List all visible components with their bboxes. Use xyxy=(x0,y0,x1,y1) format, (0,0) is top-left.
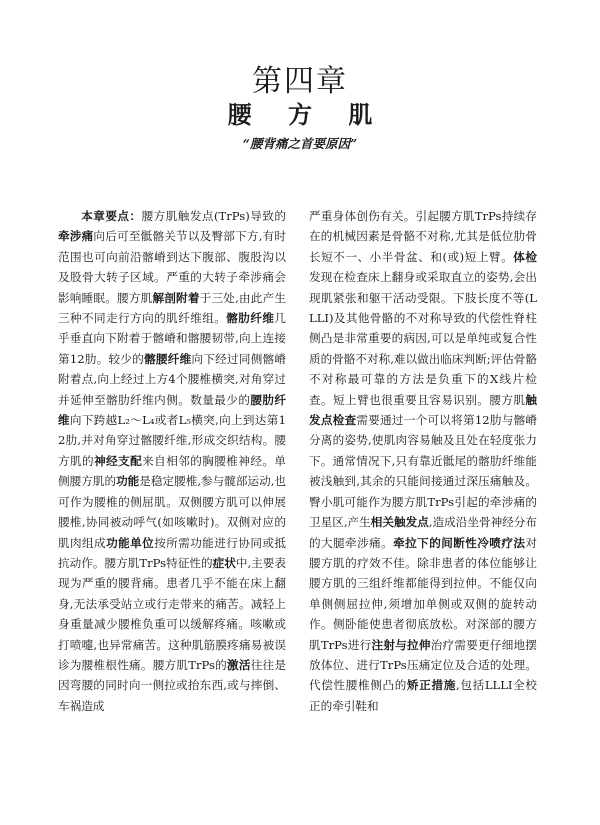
text-run: 向下跨越L₂～L₄或者L₅横突,向上到达第12肋,并对角穿过髂腰纤维,形成交织结构。腰方肌的 xyxy=(58,413,286,468)
text-run: 向后可至骶髂关节以及臀部下方,有时范围也可向前沿髂嵴到达下腹部、腹股沟以及股骨大转子区域。严重的大转子牵涉痛会影响睡眠。腰方肌 xyxy=(58,229,286,305)
chapter-subtitle: “腰背痛之首要原因” xyxy=(242,136,358,151)
text-run: 往往是因弯腰的同时向一侧拉或抬东西,或与摔倒、车祸造成 xyxy=(58,657,286,713)
text-run: 按所需功能进行协同或抵抗动作。腰方肌TrPs特征性的 xyxy=(58,535,286,570)
text-run: ,造成沿坐骨神经分布的大腿牵涉痛。 xyxy=(309,515,537,550)
bold-term: 解剖附着 xyxy=(152,290,200,305)
bold-term: 牵涉痛 xyxy=(58,229,94,244)
bold-term: 髂腰纤维 xyxy=(144,351,192,366)
bold-term: 体检 xyxy=(513,249,537,264)
bold-term: 腰肋纤维 xyxy=(58,392,286,428)
chapter-number: 第四章 xyxy=(252,64,348,99)
chapter-title: 腰 方 肌 xyxy=(227,100,387,129)
text-run: ,包括LLLI全校正的牵引鞋和 xyxy=(309,678,537,713)
bold-term: 功能单位 xyxy=(106,535,155,550)
text-run: 治疗需要更仔细地摆放体位、进行TrPs压痛定位及合适的处理。代偿性腰椎侧凸的 xyxy=(309,637,537,693)
bold-term: 触发点检查 xyxy=(309,392,537,428)
bold-term: 注射与拉伸 xyxy=(371,637,431,652)
text-run: 中,主要表现为严重的腰背痛。患者几乎不能在床上翻身,无法承受站立或行走带来的痛苦。减轻上身重量减少腰椎负重可以缓解疼痛。咳嗽或打喷嚏,也异常痛苦。这种肌筋膜疼痛易被误诊为腰椎根性痛。腰方肌TrPs的 xyxy=(58,555,286,672)
body-paragraph xyxy=(309,206,537,716)
text-run: 需要通过一个可以将第12肋与髂嵴分离的姿势,使肌肉容易触及且处在轻度张力下。通常情况下,只有靠近骶尾的髂肋纤维能被浅触到,其余的只能间接通过深压痛触及。臀小肌可能作为腰方肌TrPs引起的牵涉痛的卫星区,产生 xyxy=(309,413,537,530)
body-paragraph xyxy=(58,206,286,716)
text-run: 来自相邻的胸腰椎神经。单侧腰方肌的 xyxy=(58,453,286,489)
bold-term: 神经支配 xyxy=(94,453,143,468)
text-run: 是稳定腰椎,参与髋部运动,也可作为腰椎的侧屈肌。双侧腰方肌可以伸展腰椎,协同被动呼气(如咳嗽时)。双侧对应的肌肉组成 xyxy=(58,474,286,550)
bold-term: 髂肋纤维 xyxy=(226,311,275,326)
bold-term: 本章要点： xyxy=(81,209,142,223)
text-column-left xyxy=(58,206,286,816)
bold-term: 激活 xyxy=(227,657,251,672)
text-run: 严重身体创伤有关。引起腰方肌TrPs持续存在的机械因素是骨骼不对称,尤其是低位肋骨长短不一、小半骨盆、和(或)短上臂。 xyxy=(309,209,537,264)
bold-term: 相关触发点 xyxy=(370,515,429,530)
text-run: 对腰方肌的疗效不佳。除非患者的体位能够让腰方肌的三组纤维都能得到拉伸。不能仅向单侧侧屈拉伸,须增加单侧或双侧的旋转动作。侧卧能使患者彻底放松。对深部的腰方肌TrPs进行 xyxy=(309,535,537,652)
text-column-right xyxy=(309,206,537,816)
bold-term: 牵拉下的间断性冷喷疗法 xyxy=(393,535,526,550)
text-run: 于三处,由此产生三种不同走行方向的肌纤维组。 xyxy=(58,290,286,326)
text-run: 向下经过同侧髂嵴附着点,向上经过上方4个腰椎横突,对角穿过并延伸至髂肋纤维内侧。数量最少的 xyxy=(58,351,286,407)
text-run: 发现在检查床上翻身或采取直立的姿势,会出现肌紧张和躯干活动受限。下肢长度不等(LLLI)及其他骨骼的不对称导致的代偿性脊柱侧凸是非常重要的病因,可以是单纯或复合性质的骨骼不对称,难以做出临床判断;评估骨骼不对称最可靠的方法是负重下的X线片检查。短上臂也很重要且容易识别。腰方肌 xyxy=(309,270,537,407)
text-run: 几乎垂直向下附着于髂嵴和髂腰韧带,向上连接第12肋。较少的 xyxy=(58,311,286,366)
bold-term: 矫正措施 xyxy=(406,678,456,693)
text-run: 腰方肌触发点(TrPs)导致的 xyxy=(141,209,286,223)
bold-term: 功能 xyxy=(116,474,140,489)
bold-term: 症状 xyxy=(212,555,236,570)
